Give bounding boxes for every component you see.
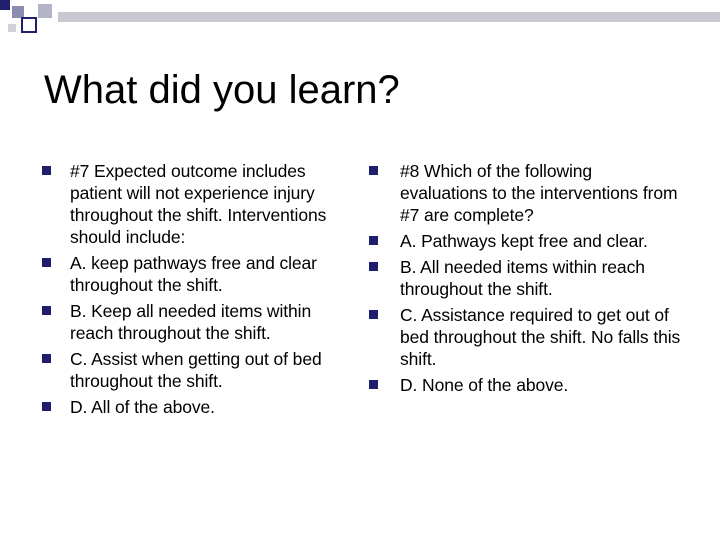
list-item: [368, 256, 683, 300]
list-item-text: C. Assistance required to get out of bed throughout the shift. No falls this shift.: [400, 305, 681, 369]
list-item: [40, 396, 340, 418]
square-bullet-icon: [42, 354, 51, 363]
slide-title: What did you learn?: [44, 68, 400, 112]
list-item: [40, 160, 340, 248]
list-item: [40, 252, 340, 296]
list-item-text: D. None of the above.: [400, 375, 569, 395]
list-item-text: C. Assist when getting out of bed throughout the shift.: [70, 349, 322, 391]
square-bullet-icon: [42, 306, 51, 315]
square-bullet-icon: [369, 380, 378, 389]
list-item-text: #7 Expected outcome includes patient will not experience injury throughout the shift. Interventions should include:: [70, 161, 327, 247]
square-bullet-icon: [369, 262, 378, 271]
square-bullet-icon: [42, 166, 51, 175]
right-bullet-list: [368, 160, 683, 396]
list-item-text: D. All of the above.: [70, 397, 215, 417]
list-item: [368, 230, 683, 252]
list-item: [368, 160, 683, 226]
title-divider: [44, 124, 690, 125]
square-bullet-icon: [42, 402, 51, 411]
list-item-text: B. Keep all needed items within reach throughout the shift.: [70, 301, 312, 343]
list-item-text: A. keep pathways free and clear throughout the shift.: [70, 253, 317, 295]
list-item: [40, 348, 340, 392]
list-item-text: B. All needed items within reach throughout the shift.: [400, 257, 645, 299]
left-bullet-list: [40, 160, 340, 418]
square-bullet-icon: [369, 236, 378, 245]
list-item: [368, 304, 683, 370]
header-decoration: [0, 0, 720, 40]
list-item-text: A. Pathways kept free and clear.: [400, 231, 648, 251]
square-bullet-icon: [42, 258, 51, 267]
list-item: [368, 374, 683, 396]
square-bullet-icon: [369, 166, 378, 175]
list-item-text: #8 Which of the following evaluations to the interventions from #7 are complete?: [400, 161, 678, 225]
square-bullet-icon: [369, 310, 378, 319]
list-item: [40, 300, 340, 344]
